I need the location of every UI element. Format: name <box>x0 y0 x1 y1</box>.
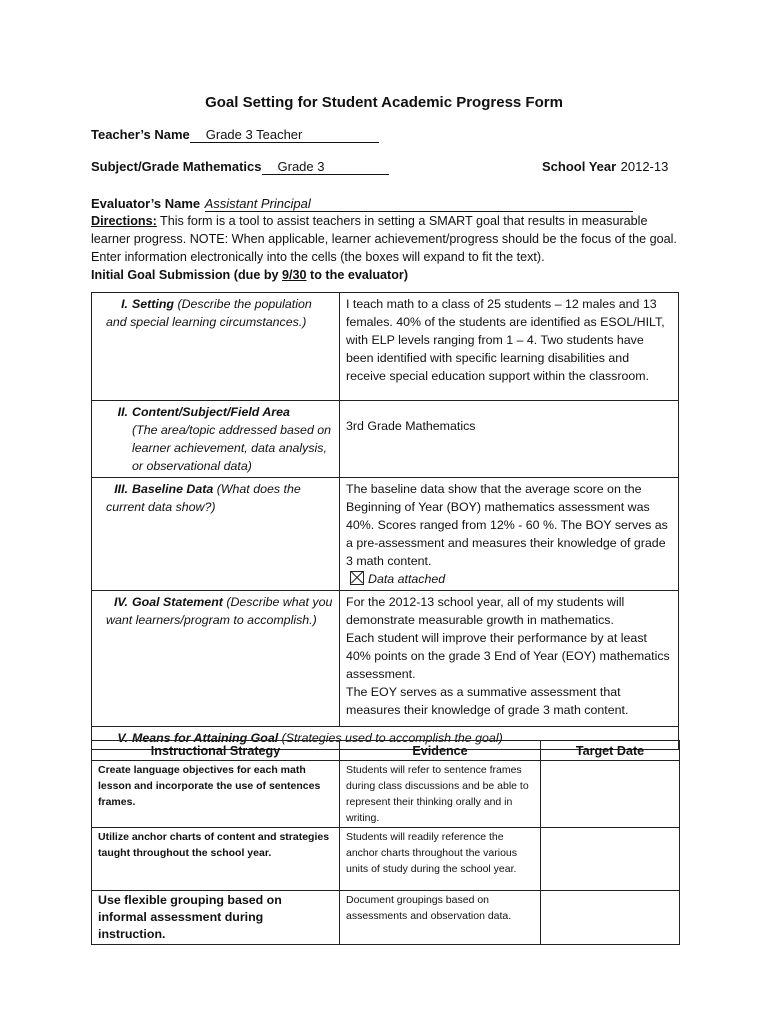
data-attached-label: Data attached <box>368 572 446 586</box>
data-attached-checkbox[interactable] <box>350 571 364 585</box>
evidence-cell[interactable]: Students will refer to sentence frames during class discussions and be able to represent their thinking orally and in writing. <box>340 761 541 828</box>
subject-grade-row <box>91 158 389 176</box>
content-area-cell[interactable]: 3rd Grade Mathematics <box>340 401 679 478</box>
due-date: 9/30 <box>282 268 307 282</box>
section-setting <box>92 293 679 401</box>
means-heading: V. Means for Attaining Goal (Strategies used to accomplish the goal) <box>92 727 679 750</box>
table-row <box>92 828 680 891</box>
school-year-row <box>542 158 668 176</box>
section-label: I. Setting (Describe the population and special learning circumstances.) <box>92 293 340 401</box>
setting-content-cell[interactable]: I teach math to a class of 25 students – 12 males and 13 females. 40% of the students are identified as ESOL/HILT, with ELP levels ranging from 1 – 4. Two students have been identified with specific learning disabilities and receive special education support within the classroom. <box>340 293 679 401</box>
strategies-header <box>92 741 680 761</box>
teacher-name-row <box>91 126 379 144</box>
target-date-cell[interactable] <box>541 761 680 828</box>
strategy-cell[interactable]: Utilize anchor charts of content and strategies taught throughout the school year. <box>92 828 340 891</box>
teacher-name-field[interactable]: Grade 3 Teacher <box>190 127 379 143</box>
table-row <box>92 761 680 828</box>
goal-table <box>91 292 679 750</box>
section-baseline <box>92 478 679 591</box>
target-date-cell[interactable] <box>541 891 680 945</box>
directions-label: Directions: <box>91 214 157 228</box>
subject-grade-label: Subject/Grade Mathematics <box>91 159 262 174</box>
evidence-cell[interactable]: Document groupings based on assessments and observation data. <box>340 891 541 945</box>
evaluator-field[interactable]: Assistant Principal <box>205 196 633 212</box>
school-year-field[interactable]: 2012-13 <box>620 159 669 174</box>
subject-grade-field[interactable]: Grade 3 <box>262 159 389 175</box>
evaluator-row <box>91 195 633 213</box>
section-label: IV. Goal Statement (Describe what you want learners/program to accomplish.) <box>92 591 340 727</box>
table-row <box>92 891 680 945</box>
school-year-label: School Year <box>542 159 617 174</box>
header-strategy: Instructional Strategy <box>92 741 340 761</box>
directions-text: This form is a tool to assist teachers in setting a SMART goal that results in measurable learner progress. NOTE: When applicable, learner achievement/progress should be the focus of the goal. Enter information electronically into the cells (the boxes will expand to fit the text). <box>91 214 677 264</box>
teacher-name-label: Teacher’s Name <box>91 127 190 142</box>
section-label: II. Content/Subject/Field Area (The area/topic addressed based on learner achievement, data analysis, or observational data) <box>92 401 340 478</box>
strategy-cell[interactable]: Create language objectives for each math lesson and incorporate the use of sentences frames. <box>92 761 340 828</box>
section-content-area <box>92 401 679 478</box>
form-title: Goal Setting for Student Academic Progress Form <box>205 94 563 111</box>
strategy-cell[interactable]: Use flexible grouping based on informal assessment during instruction. <box>92 891 340 945</box>
directions <box>91 212 681 266</box>
evidence-cell[interactable]: Students will readily reference the anchor charts throughout the various units of study during the school year. <box>340 828 541 891</box>
target-date-cell[interactable] <box>541 828 680 891</box>
baseline-content-cell[interactable]: The baseline data show that the average score on the Beginning of Year (BOY) mathematics assessment was 40%. Scores ranged from 12% - 60 %. The BOY serves as a pre-assessment and measures their knowledge of grade 3 math content. Data attached <box>340 478 679 591</box>
section-label: III. Baseline Data (What does the current data show?) <box>92 478 340 591</box>
evaluator-label: Evaluator’s Name <box>91 196 201 211</box>
initial-goal-heading: Initial Goal Submission (due by 9/30 to the evaluator) <box>91 268 409 282</box>
section-goal-statement <box>92 591 679 727</box>
strategies-table <box>91 740 680 945</box>
goal-statement-cell[interactable]: For the 2012-13 school year, all of my students will demonstrate measurable growth in mathematics. Each student will improve their performance by at least 40% points on the grade 3 End of Year (EOY) mathematics assessment. The EOY serves as a summative assessment that measures their knowledge of grade 3 math content. <box>340 591 679 727</box>
header-evidence: Evidence <box>340 741 541 761</box>
header-target-date: Target Date <box>541 741 680 761</box>
